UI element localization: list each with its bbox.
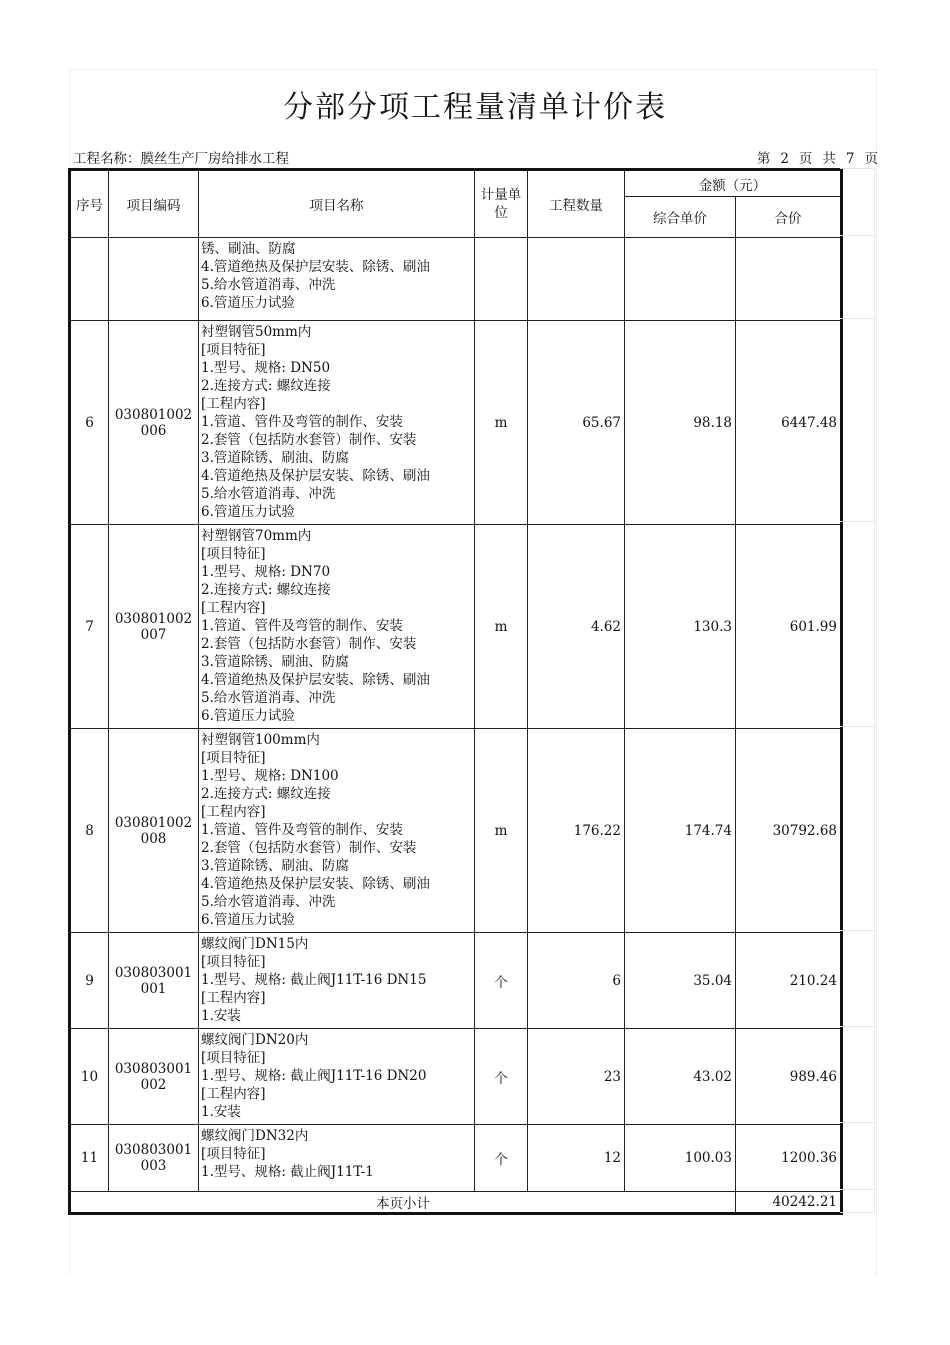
row-name-line: 1.安装 <box>201 1104 241 1120</box>
row-qty: 12 <box>528 1125 625 1192</box>
row-name-line: [项目特征] <box>201 546 266 562</box>
row-name <box>199 321 475 525</box>
row-name-line: [工程内容] <box>201 600 266 616</box>
row-name-line: [项目特征] <box>201 1050 266 1066</box>
row-name-line: 1.型号、规格: 截止阀J11T-1 <box>201 1164 374 1180</box>
gridline <box>840 1122 875 1123</box>
row-name-line: 4.管道绝热及保护层安装、除锈、刷油 <box>201 672 430 688</box>
table-row <box>70 729 842 933</box>
row-name-line: 2.连接方式: 螺纹连接 <box>201 786 331 802</box>
row-code: 030801002006 <box>109 321 199 525</box>
row-name-line: 4.管道绝热及保护层安装、除锈、刷油 <box>201 259 430 275</box>
table-row <box>70 238 842 321</box>
row-name <box>199 933 475 1029</box>
row-seq: 8 <box>70 729 109 933</box>
row-qty: 23 <box>528 1029 625 1125</box>
row-seq <box>70 238 109 321</box>
header-code: 项目编码 <box>109 170 199 238</box>
row-code: 030803001002 <box>109 1029 199 1125</box>
row-unit: 个 <box>475 1029 528 1125</box>
gridline <box>840 1026 875 1027</box>
subtotal-label: 本页小计 <box>70 1192 736 1214</box>
row-name-line: 5.给水管道消毒、冲洗 <box>201 486 336 502</box>
row-name-line: 2.连接方式: 螺纹连接 <box>201 582 331 598</box>
row-price: 174.74 <box>625 729 736 933</box>
row-name-line: 螺纹阀门DN32内 <box>201 1128 309 1144</box>
row-seq: 10 <box>70 1029 109 1125</box>
row-name <box>199 238 475 321</box>
table-row <box>70 525 842 729</box>
row-name-line: 3.管道除锈、刷油、防腐 <box>201 450 349 466</box>
row-name-line: 6.管道压力试验 <box>201 708 295 724</box>
header-name: 项目名称 <box>199 170 475 238</box>
row-name-line: [项目特征] <box>201 750 266 766</box>
gridline <box>874 168 875 1213</box>
row-code: 030803001003 <box>109 1125 199 1192</box>
row-name-line: 衬塑钢管100mm内 <box>201 732 320 748</box>
row-total: 210.24 <box>736 933 842 1029</box>
row-name <box>199 1029 475 1125</box>
row-name-line: [项目特征] <box>201 954 266 970</box>
row-qty: 176.22 <box>528 729 625 933</box>
header-total-price: 合价 <box>736 197 842 238</box>
project-name: 工程名称：膜丝生产厂房给排水工程 <box>73 151 289 167</box>
header-unit-price: 综合单价 <box>625 197 736 238</box>
row-name-line: 1.管道、管件及弯管的制作、安装 <box>201 414 403 430</box>
row-price: 43.02 <box>625 1029 736 1125</box>
gridline <box>840 930 875 931</box>
row-qty: 65.67 <box>528 321 625 525</box>
row-name-line: 1.型号、规格: DN50 <box>201 360 331 376</box>
row-name-line: [项目特征] <box>201 342 266 358</box>
row-name-line: 锈、刷油、防腐 <box>201 241 296 257</box>
gridline <box>840 1212 875 1213</box>
row-price: 130.3 <box>625 525 736 729</box>
row-name-line: 4.管道绝热及保护层安装、除锈、刷油 <box>201 468 430 484</box>
row-name-line: 螺纹阀门DN20内 <box>201 1032 309 1048</box>
row-unit: m <box>475 525 528 729</box>
row-unit: 个 <box>475 933 528 1029</box>
gridline <box>840 318 875 319</box>
row-price <box>625 238 736 321</box>
page-info: 第 2 页 共 7 页 <box>756 151 878 167</box>
gridline <box>840 168 875 169</box>
row-code: 030803001001 <box>109 933 199 1029</box>
table-row <box>70 933 842 1029</box>
row-name <box>199 729 475 933</box>
row-name-line: 衬塑钢管50mm内 <box>201 324 312 340</box>
row-price: 100.03 <box>625 1125 736 1192</box>
row-total: 6447.48 <box>736 321 842 525</box>
row-name <box>199 525 475 729</box>
row-unit <box>475 238 528 321</box>
table-row <box>70 1029 842 1125</box>
row-name-line: 1.型号、规格: DN70 <box>201 564 331 580</box>
row-seq: 9 <box>70 933 109 1029</box>
subtotal-value: 40242.21 <box>736 1192 842 1214</box>
row-name-line: 衬塑钢管70mm内 <box>201 528 312 544</box>
gridline <box>840 1189 875 1190</box>
row-name-line: 5.给水管道消毒、冲洗 <box>201 690 336 706</box>
row-name-line: 2.套管（包括防水套管）制作、安装 <box>201 840 417 856</box>
row-unit: m <box>475 729 528 933</box>
row-name-line: 3.管道除锈、刷油、防腐 <box>201 654 349 670</box>
row-name-line: [项目特征] <box>201 1146 266 1162</box>
row-name-line: [工程内容] <box>201 990 266 1006</box>
row-qty: 6 <box>528 933 625 1029</box>
page-title: 分部分项工程量清单计价表 <box>283 90 667 125</box>
row-name-line: 3.管道除锈、刷油、防腐 <box>201 858 349 874</box>
row-name-line: 1.管道、管件及弯管的制作、安装 <box>201 822 403 838</box>
row-name-line: 6.管道压力试验 <box>201 504 295 520</box>
pricing-table <box>68 168 843 1215</box>
row-total: 1200.36 <box>736 1125 842 1192</box>
row-name <box>199 1125 475 1192</box>
row-name-line: [工程内容] <box>201 396 266 412</box>
header-qty: 工程数量 <box>528 170 625 238</box>
row-name-line: 2.套管（包括防水套管）制作、安装 <box>201 636 417 652</box>
row-code: 030801002008 <box>109 729 199 933</box>
row-code: 030801002007 <box>109 525 199 729</box>
table-row <box>70 1125 842 1192</box>
row-name-line: 1.管道、管件及弯管的制作、安装 <box>201 618 403 634</box>
row-name-line: 6.管道压力试验 <box>201 912 295 928</box>
row-qty: 4.62 <box>528 525 625 729</box>
row-name-line: 2.连接方式: 螺纹连接 <box>201 378 331 394</box>
row-name-line: 1.型号、规格: 截止阀J11T-16 DN20 <box>201 1068 427 1084</box>
header-seq: 序号 <box>70 170 109 238</box>
row-seq: 7 <box>70 525 109 729</box>
row-name-line: 5.给水管道消毒、冲洗 <box>201 277 336 293</box>
row-seq: 11 <box>70 1125 109 1192</box>
row-name-line: 2.套管（包括防水套管）制作、安装 <box>201 432 417 448</box>
row-total <box>736 238 842 321</box>
row-price: 98.18 <box>625 321 736 525</box>
row-seq: 6 <box>70 321 109 525</box>
gridline <box>840 235 875 236</box>
row-qty <box>528 238 625 321</box>
row-name-line: 螺纹阀门DN15内 <box>201 936 309 952</box>
row-unit: m <box>475 321 528 525</box>
row-unit: 个 <box>475 1125 528 1192</box>
header-amount: 金额（元） <box>625 170 842 197</box>
row-total: 601.99 <box>736 525 842 729</box>
row-name-line: [工程内容] <box>201 804 266 820</box>
row-name-line: 1.型号、规格: DN100 <box>201 768 339 784</box>
row-name-line: 5.给水管道消毒、冲洗 <box>201 894 336 910</box>
row-code <box>109 238 199 321</box>
row-name-line: [工程内容] <box>201 1086 266 1102</box>
row-price: 35.04 <box>625 933 736 1029</box>
row-name-line: 1.型号、规格: 截止阀J11T-16 DN15 <box>201 972 427 988</box>
row-total: 989.46 <box>736 1029 842 1125</box>
row-name-line: 4.管道绝热及保护层安装、除锈、刷油 <box>201 876 430 892</box>
row-total: 30792.68 <box>736 729 842 933</box>
row-name-line: 1.安装 <box>201 1008 241 1024</box>
gridline <box>840 521 875 522</box>
header-unit: 计量单位 <box>475 170 528 238</box>
gridline <box>840 726 875 727</box>
table-row <box>70 321 842 525</box>
row-name-line: 6.管道压力试验 <box>201 295 295 311</box>
